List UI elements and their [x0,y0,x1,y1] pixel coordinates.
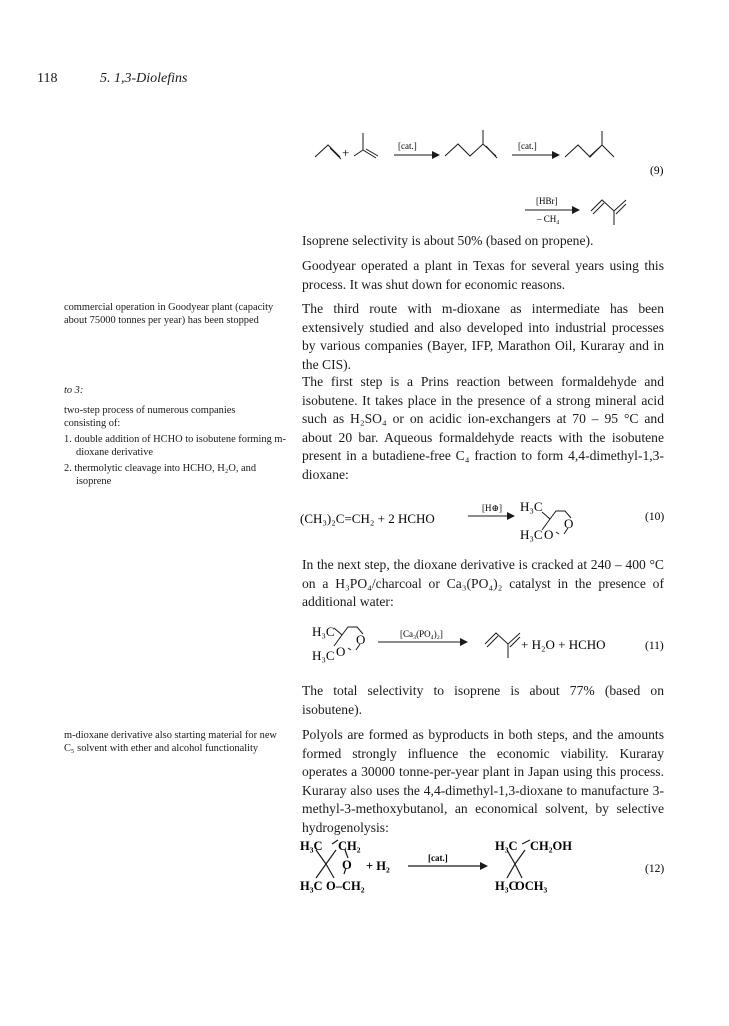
reaction-9-hbr: [HBr] [536,196,558,206]
reaction-12-left-o-mid: O [342,858,352,872]
reaction-9-catalyst-1: [cat.] [398,141,417,151]
reaction-11-number: (11) [645,640,664,652]
reaction-9-catalyst-2: [cat.] [518,141,537,151]
reaction-10-o-right: O [564,516,574,531]
reaction-10-number: (10) [645,511,665,523]
reaction-10-o-bottom: O [544,527,554,542]
reaction-10-h3c-bottom: H₃C [520,527,543,542]
reaction-10-h3c-top: H₃C [520,499,543,514]
margin-note-to3-text: two-step process of numerous companies consisting of: [64,405,236,429]
reaction-12-left-h3c-bottom: H₃C [300,879,323,893]
methylpentene-structure [565,145,614,157]
reaction-12-left-ch2-top: CH₂ [338,839,361,853]
reaction-11-h3c-top: H₃C [312,624,335,639]
margin-note-step-2: 2. thermolytic cleavage into HCHO, H₂O, and isoprene [64,463,257,487]
reaction-11-h3c-bottom: H₃C [312,648,335,663]
margin-note-c5-solvent: m-dioxane derivative also starting material for new C₅ solvent with ether and alcohol functionality [64,730,277,754]
reaction-12-right-h3c-bottom: H₃C [495,879,518,893]
paragraph-prins-reaction: The first step is a Prins reaction between formaldehyde and isobutene. It takes place in the presence of a strong mineral acid such as H₂SO₄ or on acidic ion-exchangers at 70 – 95 °C and about 20 bar. Aqueous formaldehyde reacts with the isobutene present in a butadiene-free C₄ fraction to form 4,4-dimethyl-1,3-dioxane: [302,374,664,482]
reaction-12-right-h3c-top: H₃C [495,839,518,853]
paragraph-cracking: In the next step, the dioxane derivative is cracked at 240 – 400 °C on a H₃PO₄/charcoal or Ca₃(PO₄)₂ catalyst in the presence of additional water: [302,557,664,609]
paragraph-third-route: The third route with m-dioxane as intermediate has been extensively studied and also developed into industrial processes by various companies (Bayer, IFP, Marathon Oil, Kuraray and in the CIS). [302,301,664,372]
reaction-12-plus-h2: + H₂ [366,859,390,873]
margin-note-to3-heading: to 3: [64,385,84,396]
reaction-10-scheme [300,492,700,542]
reaction-12-right-ch2oh: CH₂OH [530,839,572,853]
reaction-9-plus: + [342,145,350,160]
paragraph-polyols: Polyols are formed as byproducts in both steps, and the amounts formed strongly influence the economic viability. Kuraray operates a 30000 tonne-per-year plant in Japan using this process. Kuraray also uses the 4,4-dimethyl-1,3-dioxane to manufacture 3-methyl-3-methoxybutanol, an economical solvent, by selective hydrogenolysis: [302,727,664,835]
margin-note-step-1: 1. double addition of HCHO to isobutene forming m-dioxane derivative [64,434,286,458]
reaction-11-o-right: O [356,632,366,647]
reaction-12-left-o-ch2: O–CH₂ [326,879,365,893]
chapter-title: 5. 1,3-Diolefins [100,71,188,86]
reaction-9-number: (9) [650,165,664,177]
reaction-10-reactants: (CH₃)₂C=CH₂ + 2 HCHO [300,511,435,526]
reaction-12-number: (12) [645,863,665,875]
intermediate-structure [445,144,496,156]
reaction-12-catalyst: [cat.] [428,853,448,863]
paragraph-total-selectivity: The total selectivity to isoprene is about 77% (based on isobutene). [302,683,664,717]
paragraph-isoprene-selectivity: Isoprene selectivity is about 50% (based on propene). [302,233,594,248]
reaction-11-o-bottom: O [336,644,346,659]
reaction-11-scheme [300,620,700,670]
reaction-12-left-h3c-top: H₃C [300,839,323,853]
reaction-10-catalyst: [H⊕] [482,503,503,513]
paragraph-goodyear: Goodyear operated a plant in Texas for several years using this process. It was shut down for economic reasons. [302,258,664,292]
reaction-12-right-och3: OCH₃ [515,879,548,893]
reaction-12-scheme [300,836,700,896]
reaction-9-minus-ch4: – CH₄ [537,214,560,224]
margin-note-goodyear: commercial operation in Goodyear plant (capacity about 75000 tonnes per year) has been stopped [64,302,274,326]
page-number: 118 [37,71,58,86]
reaction-11-catalyst: [Ca₃(PO₄)₂] [400,629,443,639]
reaction-11-products: + H₂O + HCHO [521,637,606,652]
propene-structure [315,145,340,157]
